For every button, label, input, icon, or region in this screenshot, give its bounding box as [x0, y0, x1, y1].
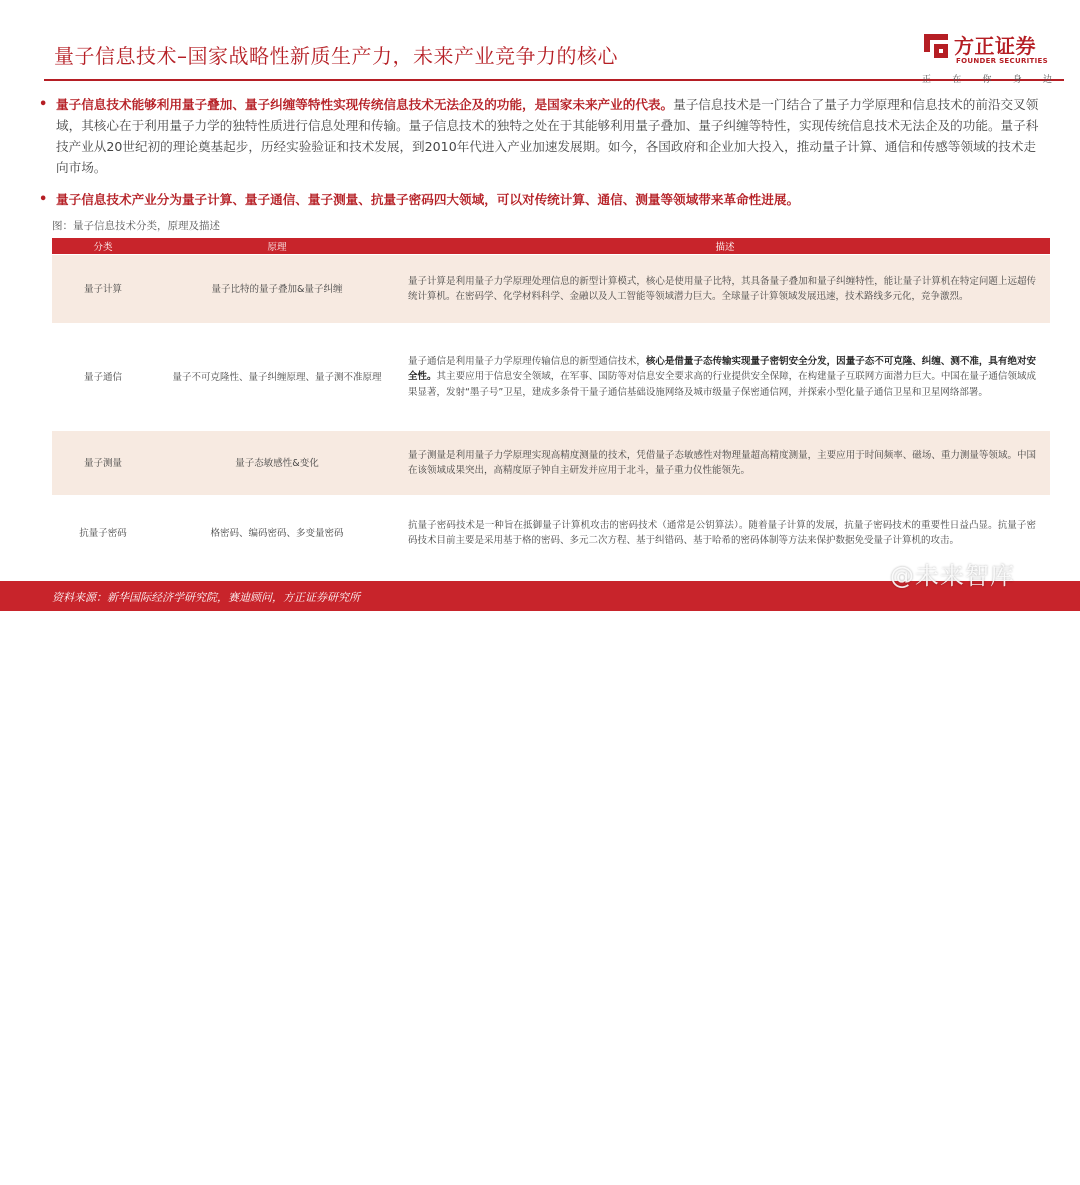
desc-text: 其主要应用于信息安全领域，在军事、国防等对信息安全要求高的行业提供安全保障，在构建量子互联网方面潜力巨大。中国在量子通信领域成果显著，发射“墨子号”卫星，建成多条骨干量子通信基础设施网络及城市级量子保密通信网，并探索小型化量子通信卫星和卫星网络部署。: [408, 371, 1036, 398]
cell-principle: 量子态敏感性&变化: [235, 457, 319, 469]
figure-caption: 图：量子信息技术分类，原理及描述: [52, 220, 220, 232]
slogan-char: 正: [922, 75, 932, 85]
header-principle: 原理: [267, 242, 287, 253]
page-number: 6: [1044, 1169, 1053, 1185]
slogan-char: 身: [1012, 75, 1022, 85]
cell-principle: 格密码、编码密码、多变量密码: [210, 527, 344, 539]
bullet-paragraph: [39, 189, 1046, 210]
desc-text: 量子计算是利用量子力学原理处理信息的新型计算模式，核心是使用量子比特，其具备量子叠加和量子纠缠特性，能让量子计算机在特定问题上远超传统计算机。在密码学、化学材料科学、金融以及人工智能等领域潜力巨大。全球量子计算领域发展迅速，技术路线多元化，竞争激烈。: [408, 275, 1036, 302]
cell-category: 抗量子密码: [79, 527, 127, 539]
cell-description: [400, 518, 1050, 549]
title-divider: [44, 79, 1064, 81]
table-row: [52, 431, 1050, 495]
bullet-dot-icon: •: [39, 192, 48, 207]
source-note: 资料来源：新华国际经济学研究院，赛迪顾问，方正证券研究所: [52, 591, 360, 604]
founder-logo-icon: [922, 32, 950, 60]
classification-table: [52, 238, 1050, 569]
desc-text: 量子通信是利用量子力学原理传输信息的新型通信技术，: [408, 355, 646, 367]
cell-category: 量子测量: [83, 457, 122, 469]
cell-description: [400, 448, 1050, 479]
page-title: 量子信息技术–国家战略性新质生产力，未来产业竞争力的核心: [54, 44, 618, 68]
logo-english: FOUNDER SECURITIES: [956, 57, 1048, 65]
cell-principle: 量子不可克隆性、量子纠缠原理、量子测不准原理: [172, 371, 382, 383]
slogan-char: 你: [982, 75, 992, 85]
brand-logo: [922, 30, 1062, 84]
bullet-bold-text: 量子信息技术产业分为量子计算、量子通信、量子测量、抗量子密码四大领域，可以对传统计算、通信、测量等领域带来革命性进展。: [56, 192, 800, 207]
cell-description: [400, 354, 1050, 401]
bullet-bold-text: 量子信息技术能够利用量子叠加、量子纠缠等特性实现传统信息技术无法企及的功能，是国家未来产业的代表。: [56, 97, 674, 112]
bullet-text: 量子信息技术是一门结合了量子力学原理和信息技术的前沿交叉领域，其核心在于利用量子力学的独特性质进行信息处理和传输。量子信息技术的独特之处在于其能够利用量子叠加、量子纠缠等特性，实现传统信息技术无法企及的功能。量子科技产业从20世纪初的理论奠基起步，历经实验验证和技术发展，到2010年代进入产业加速发展期。如今，各国政府和企业加大投入，推动量子计算、通信和传感等领域的技术走向市场。: [56, 97, 1039, 175]
cell-principle: 量子比特的量子叠加&量子纠缠: [211, 283, 343, 295]
slogan-char: 在: [952, 75, 962, 85]
desc-emphasis: 核心是借量子态传输实现量子密钥安全分发，因量子态不可克隆、纠缠、测不准，具有绝对安全性。: [408, 355, 1036, 383]
cell-category: 量子通信: [83, 371, 122, 383]
desc-text: 量子测量是利用量子力学原理实现高精度测量的技术，凭借量子态敏感性对物理量超高精度测量，主要应用于时间频率、磁场、重力测量等领域。中国在该领域成果突出，高精度原子钟自主研发并应用于北斗，量子重力仪性能领先。: [408, 449, 1036, 476]
watermark: @未来智库: [890, 562, 1015, 590]
table-row: [52, 255, 1050, 323]
desc-text: 抗量子密码技术是一种旨在抵御量子计算机攻击的密码技术（通常是公钥算法）。随着量子计算的发展，抗量子密码技术的重要性日益凸显。抗量子密码技术目前主要是采用基于格的密码、多元二次方程、基于纠错码、基于哈希的密码体制等方法来保护数据免受量子计算机的攻击。: [408, 519, 1036, 546]
bullet-dot-icon: •: [39, 97, 48, 112]
header-description: 描述: [715, 242, 735, 253]
logo-slogan: [922, 72, 1052, 85]
bullet-paragraph: [39, 94, 1046, 178]
cell-description: [400, 274, 1050, 305]
table-row: [52, 326, 1050, 428]
table-header: [52, 238, 1050, 254]
slogan-char: 边: [1042, 75, 1052, 85]
header-category: 分类: [93, 242, 113, 253]
cell-category: 量子计算: [83, 283, 122, 295]
logo-name: 方正证券: [954, 34, 1036, 58]
